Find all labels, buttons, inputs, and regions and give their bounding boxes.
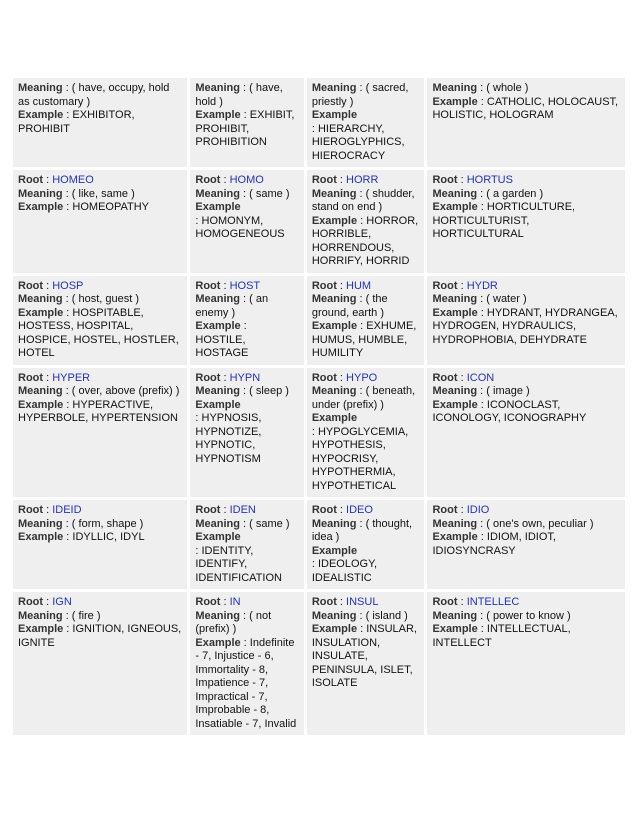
meaning-line: Meaning : ( like, same ) <box>18 187 135 200</box>
example-label: Example <box>432 201 478 213</box>
root-line: Root : IDEN <box>195 504 256 516</box>
root-line: Root : IDEO <box>311 504 373 516</box>
root-value: IGN <box>52 596 72 608</box>
root-entry-cell <box>190 78 303 167</box>
example-line: Example : IDYLLIC, IDYL <box>18 531 145 543</box>
example-value: HOSTILE, HOSTAGE <box>195 333 249 359</box>
meaning-label: Meaning <box>195 187 240 200</box>
example-label: Example <box>311 214 358 227</box>
root-line: Root : INSUL <box>311 596 379 608</box>
example-value: HOMONYM, HOMOGENEOUS <box>195 214 285 240</box>
example-label: Example <box>18 109 64 121</box>
root-label: Root <box>432 174 458 186</box>
example-line: Example : CATHOLIC, HOLOCAUST, HOLISTIC, HOLOGRAM <box>432 95 619 121</box>
meaning-line: Meaning : ( sleep ) <box>195 385 289 397</box>
example-value: CATHOLIC, HOLOCAUST, HOLISTIC, HOLOGRAM <box>432 95 619 121</box>
meaning-label: Meaning <box>195 293 240 305</box>
root-entry-cell <box>190 500 303 589</box>
example-label: Example <box>195 109 241 121</box>
meaning-line: Meaning : ( an enemy ) <box>195 293 269 319</box>
example-line: Example : ICONOCLAST, ICONOLOGY, ICONOGRAPHY <box>432 398 587 424</box>
meaning-line: Meaning : ( fire ) <box>18 609 101 622</box>
root-value: HOMO <box>229 174 264 186</box>
root-label: Root <box>18 371 44 384</box>
root-entry-cell <box>307 592 425 735</box>
meaning-value: ( one's own, peculiar ) <box>486 517 594 530</box>
root-line: Root : HYPN <box>195 371 261 384</box>
root-line: Root : HOMO <box>195 174 264 186</box>
root-line: Root : HOST <box>195 279 261 292</box>
meaning-line: Meaning : ( beneath, under (prefix) ) <box>311 385 416 411</box>
example-label: Example <box>18 531 64 543</box>
meaning-value: ( thought, idea ) <box>311 517 413 543</box>
meaning-line: Meaning : ( same ) <box>195 517 290 530</box>
meaning-line: Meaning : ( the ground, earth ) <box>311 293 388 319</box>
meaning-line: Meaning : ( shudder, stand on end ) <box>311 187 415 213</box>
example-label: Example <box>18 623 64 635</box>
example-value: HYPOGLYCEMIA, HYPOTHESIS, HYPOCRISY, HYPOTHERMIA, HYPOTHETICAL <box>311 425 409 492</box>
root-value: ICON <box>466 371 495 384</box>
example-value: IDENTITY, IDENTIFY, IDENTIFICATION <box>195 544 282 584</box>
root-line: Root : HYDR <box>432 279 498 292</box>
root-entry-cell <box>190 170 303 273</box>
example-line: Example : INSULAR, INSULATION, INSULATE, PENINSULA, ISLET, ISOLATE <box>311 623 417 689</box>
table-row <box>13 500 625 589</box>
root-value: IDEO <box>346 504 373 516</box>
example-line: Example : IGNITION, IGNEOUS, IGNITE <box>18 623 182 649</box>
root-label: Root <box>311 174 337 186</box>
example-value: HYDRANT, HYDRANGEA, HYDROGEN, HYDRAULICS, HYDROPHOBIA, DEHYDRATE <box>432 306 618 346</box>
meaning-value: ( power to know ) <box>486 609 571 622</box>
meaning-label: Meaning <box>432 293 478 305</box>
root-label: Root <box>432 279 458 292</box>
meaning-label: Meaning <box>311 385 357 397</box>
example-line: Example : HYPERACTIVE, HYPERBOLE, HYPERTENSION <box>18 398 178 424</box>
root-label: Root <box>18 174 44 186</box>
table-row <box>13 368 625 498</box>
example-line: Example : IDIOM, IDIOT, IDIOSYNCRASY <box>432 531 556 557</box>
root-value: HOSP <box>52 279 84 292</box>
meaning-line: Meaning : ( power to know ) <box>432 609 571 622</box>
root-value: HOST <box>229 279 261 292</box>
example-value: Indefinite - 7, Injustice - 6, Immortality - 8, Impatience - 7, Impractical - 7, Improbable - 8, Insatiable - 7, Invalid <box>195 636 297 730</box>
meaning-label: Meaning <box>195 609 240 622</box>
root-label: Root <box>432 371 458 384</box>
root-entry-cell <box>13 170 187 273</box>
example-line: Example : HYPOGLYCEMIA, HYPOTHESIS, HYPOCRISY, HYPOTHERMIA, HYPOTHETICAL <box>311 412 409 492</box>
example-label: Example <box>432 623 478 635</box>
root-value: IDIO <box>466 504 490 516</box>
example-label: Example <box>311 623 358 635</box>
example-line: Example : HOMONYM, HOMOGENEOUS <box>195 201 285 240</box>
example-value: HORTICULTURE, HORTICULTURIST, HORTICULTURAL <box>432 201 576 240</box>
example-label: Example <box>18 398 64 411</box>
root-line: Root : ICON <box>432 371 495 384</box>
meaning-label: Meaning <box>18 82 63 94</box>
example-label: Example <box>311 412 358 424</box>
root-label: Root <box>18 504 44 516</box>
example-value: IGNITION, IGNEOUS, IGNITE <box>18 623 182 649</box>
example-value: IDEOLOGY, IDEALISTIC <box>311 558 378 584</box>
meaning-value: ( island ) <box>365 609 408 622</box>
meaning-label: Meaning <box>18 609 63 622</box>
meaning-value: ( not (prefix) ) <box>195 609 272 635</box>
table-row <box>13 170 625 273</box>
root-label: Root <box>311 279 337 292</box>
example-line: Example : HORROR, HORRIBLE, HORRENDOUS, HORRIFY, HORRID <box>311 214 419 267</box>
example-value: HIERARCHY, HIEROGLYPHICS, HIEROCRACY <box>311 122 405 162</box>
example-value: HOSPITABLE, HOSTESS, HOSPITAL, HOSPICE, HOSTEL, HOSTLER, HOTEL <box>18 306 179 359</box>
meaning-line: Meaning : ( image ) <box>432 385 530 397</box>
example-label: Example <box>195 201 241 213</box>
root-line: Root : HORTUS <box>432 174 513 186</box>
root-line: Root : IGN <box>18 596 72 608</box>
example-value: INSULAR, INSULATION, INSULATE, PENINSULA, ISLET, ISOLATE <box>311 623 417 689</box>
root-entry-cell <box>307 368 425 498</box>
meaning-label: Meaning <box>432 385 478 397</box>
meaning-value: ( image ) <box>486 385 530 397</box>
meaning-value: ( same ) <box>249 517 290 530</box>
example-line: Example : HIERARCHY, HIEROGLYPHICS, HIEROCRACY <box>311 109 405 162</box>
example-value: HOMEOPATHY <box>72 201 150 213</box>
meaning-line: Meaning : ( over, above (prefix) ) <box>18 385 180 397</box>
root-entry-cell <box>427 592 625 735</box>
root-label: Root <box>195 174 221 186</box>
table-row <box>13 276 625 365</box>
root-label: Root <box>311 371 337 384</box>
meaning-label: Meaning <box>195 385 240 397</box>
example-value: EXHIBITOR, PROHIBIT <box>18 109 135 135</box>
meaning-value: ( an enemy ) <box>195 293 269 319</box>
root-line: Root : HORR <box>311 174 379 186</box>
meaning-value: ( sleep ) <box>249 385 289 397</box>
root-entry-cell <box>307 170 425 273</box>
meaning-label: Meaning <box>311 609 357 622</box>
meaning-value: ( whole ) <box>486 82 529 94</box>
root-value: INSUL <box>346 596 379 608</box>
root-entry-cell <box>427 170 625 273</box>
root-value: HOMEO <box>52 174 94 186</box>
root-label: Root <box>18 596 44 608</box>
root-entry-cell <box>427 368 625 498</box>
root-line: Root : INTELLEC <box>432 596 520 608</box>
word-roots-table <box>10 75 628 738</box>
meaning-label: Meaning <box>18 385 63 397</box>
example-line: Example : INTELLECTUAL, INTELLECT <box>432 623 571 649</box>
example-value: ICONOCLAST, ICONOLOGY, ICONOGRAPHY <box>432 398 587 424</box>
example-label: Example <box>195 531 241 543</box>
root-entry-cell <box>307 78 425 167</box>
meaning-line: Meaning : ( same ) <box>195 187 290 200</box>
root-label: Root <box>432 504 458 516</box>
example-line: Example : IDEOLOGY, IDEALISTIC <box>311 544 378 584</box>
example-label: Example <box>311 544 358 557</box>
example-label: Example <box>432 531 478 543</box>
root-entry-cell <box>427 78 625 167</box>
example-value: IDYLLIC, IDYL <box>72 531 145 543</box>
root-entry-cell <box>13 500 187 589</box>
root-line: Root : HOSP <box>18 279 84 292</box>
root-value: HORTUS <box>466 174 513 186</box>
meaning-label: Meaning <box>432 517 478 530</box>
table-row <box>13 592 625 735</box>
meaning-value: ( have, occupy, hold as customary ) <box>18 82 170 108</box>
meaning-value: ( fire ) <box>71 609 101 622</box>
root-line: Root : HYPER <box>18 371 91 384</box>
meaning-line: Meaning : ( island ) <box>311 609 408 622</box>
meaning-line: Meaning : ( form, shape ) <box>18 517 144 530</box>
root-value: HYPO <box>346 371 378 384</box>
meaning-label: Meaning <box>432 609 478 622</box>
root-value: HYPER <box>52 371 91 384</box>
meaning-value: ( host, guest ) <box>71 293 140 305</box>
example-value: INTELLECTUAL, INTELLECT <box>432 623 571 649</box>
root-label: Root <box>195 279 221 292</box>
meaning-line: Meaning : ( water ) <box>432 293 527 305</box>
root-label: Root <box>311 504 337 516</box>
root-value: IDEN <box>229 504 256 516</box>
root-entry-cell <box>190 368 303 498</box>
root-entry-cell <box>13 368 187 498</box>
example-line: Example : EXHIBITOR, PROHIBIT <box>18 109 135 135</box>
root-entry-cell <box>13 276 187 365</box>
example-label: Example <box>311 320 358 332</box>
example-line: Example : HOSTILE, HOSTAGE <box>195 320 249 359</box>
root-entry-cell <box>307 500 425 589</box>
root-entry-cell <box>307 276 425 365</box>
example-line: Example : HOMEOPATHY <box>18 201 150 213</box>
meaning-line: Meaning : ( have, occupy, hold as customary ) <box>18 82 170 108</box>
meaning-value: ( over, above (prefix) ) <box>71 385 180 397</box>
meaning-label: Meaning <box>432 187 478 200</box>
root-label: Root <box>18 279 44 292</box>
root-value: IDEID <box>52 504 82 516</box>
example-line: Example : HYDRANT, HYDRANGEA, HYDROGEN, HYDRAULICS, HYDROPHOBIA, DEHYDRATE <box>432 306 618 346</box>
root-entry-cell <box>190 276 303 365</box>
meaning-label: Meaning <box>311 187 357 200</box>
example-line: Example : EXHUME, HUMUS, HUMBLE, HUMILITY <box>311 320 417 359</box>
root-label: Root <box>195 371 221 384</box>
meaning-label: Meaning <box>195 517 240 530</box>
meaning-label: Meaning <box>311 293 357 305</box>
meaning-label: Meaning <box>311 517 357 530</box>
root-value: HORR <box>346 174 379 186</box>
table-row <box>13 78 625 167</box>
meaning-value: ( same ) <box>249 187 290 200</box>
example-label: Example <box>432 306 478 319</box>
root-label: Root <box>432 596 458 608</box>
example-line: Example : IDENTITY, IDENTIFY, IDENTIFICATION <box>195 531 282 584</box>
root-entry-cell <box>13 592 187 735</box>
root-line: Root : HYPO <box>311 371 378 384</box>
meaning-line: Meaning : ( have, hold ) <box>195 82 283 108</box>
root-line: Root : HUM <box>311 279 372 292</box>
word-roots-table-body <box>13 78 625 735</box>
example-value: EXHUME, HUMUS, HUMBLE, HUMILITY <box>311 320 417 359</box>
root-value: HYPN <box>229 371 261 384</box>
root-line: Root : IN <box>195 596 241 608</box>
example-label: Example <box>432 95 478 108</box>
root-line: Root : HOMEO <box>18 174 94 186</box>
meaning-value: ( shudder, stand on end ) <box>311 187 415 213</box>
meaning-label: Meaning <box>18 293 63 305</box>
example-label: Example <box>432 398 478 411</box>
example-line: Example : Indefinite - 7, Injustice - 6, Immortality - 8, Impatience - 7, Impractical - 7, Improbable - 8, Insatiable - 7, Invalid <box>195 636 297 730</box>
root-label: Root <box>195 504 221 516</box>
meaning-line: Meaning : ( sacred, priestly ) <box>311 82 409 108</box>
root-line: Root : IDEID <box>18 504 82 516</box>
root-entry-cell <box>427 500 625 589</box>
example-label: Example <box>311 109 358 121</box>
meaning-value: ( sacred, priestly ) <box>311 82 409 108</box>
meaning-value: ( a garden ) <box>486 187 544 200</box>
root-value: IN <box>229 596 241 608</box>
meaning-label: Meaning <box>311 82 357 94</box>
meaning-value: ( have, hold ) <box>195 82 283 108</box>
example-label: Example <box>195 636 241 649</box>
meaning-value: ( like, same ) <box>71 187 135 200</box>
example-value: HORROR, HORRIBLE, HORRENDOUS, HORRIFY, HORRID <box>311 214 419 267</box>
meaning-line: Meaning : ( thought, idea ) <box>311 517 413 543</box>
root-value: INTELLEC <box>466 596 520 608</box>
meaning-line: Meaning : ( whole ) <box>432 82 529 94</box>
example-line: Example : HOSPITABLE, HOSTESS, HOSPITAL, HOSPICE, HOSTEL, HOSTLER, HOTEL <box>18 306 179 359</box>
meaning-value: ( the ground, earth ) <box>311 293 388 319</box>
meaning-line: Meaning : ( not (prefix) ) <box>195 609 272 635</box>
example-label: Example <box>195 398 241 411</box>
example-line: Example : EXHIBIT, PROHIBIT, PROHIBITION <box>195 109 295 148</box>
example-value: EXHIBIT, PROHIBIT, PROHIBITION <box>195 109 295 148</box>
example-value: HYPERACTIVE, HYPERBOLE, HYPERTENSION <box>18 398 178 424</box>
meaning-label: Meaning <box>18 517 63 530</box>
example-value: HYPNOSIS, HYPNOTIZE, HYPNOTIC, HYPNOTISM <box>195 412 262 465</box>
meaning-line: Meaning : ( a garden ) <box>432 187 544 200</box>
meaning-value: ( beneath, under (prefix) ) <box>311 385 416 411</box>
meaning-value: ( form, shape ) <box>71 517 144 530</box>
meaning-label: Meaning <box>195 82 240 94</box>
example-label: Example <box>18 306 64 319</box>
root-label: Root <box>311 596 337 608</box>
root-value: HUM <box>346 279 372 292</box>
example-line: Example : HORTICULTURE, HORTICULTURIST, HORTICULTURAL <box>432 201 576 240</box>
example-label: Example <box>195 320 241 332</box>
example-value: IDIOM, IDIOT, IDIOSYNCRASY <box>432 531 556 557</box>
example-label: Example <box>18 201 64 213</box>
root-entry-cell <box>427 276 625 365</box>
root-entry-cell <box>190 592 303 735</box>
meaning-value: ( water ) <box>486 293 527 305</box>
example-line: Example : HYPNOSIS, HYPNOTIZE, HYPNOTIC, HYPNOTISM <box>195 398 262 465</box>
meaning-line: Meaning : ( host, guest ) <box>18 293 140 305</box>
root-entry-cell <box>13 78 187 167</box>
root-line: Root : IDIO <box>432 504 490 516</box>
root-value: HYDR <box>466 279 498 292</box>
meaning-label: Meaning <box>432 82 478 94</box>
meaning-label: Meaning <box>18 187 63 200</box>
meaning-line: Meaning : ( one's own, peculiar ) <box>432 517 594 530</box>
root-label: Root <box>195 596 221 608</box>
